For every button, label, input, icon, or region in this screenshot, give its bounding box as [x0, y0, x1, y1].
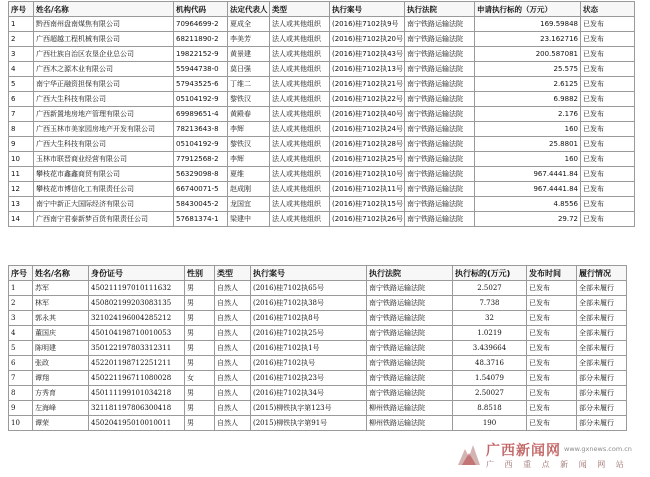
- cell-case-no: (2016)桂7102执10号: [330, 167, 405, 182]
- cell-org-code: 19822152-9: [174, 47, 228, 62]
- table-row: [9, 197, 635, 212]
- cell-court: 南宁铁路运输法院: [367, 341, 453, 356]
- table-row: [9, 77, 635, 92]
- t1-col-status: 状态: [581, 2, 635, 17]
- table-row: [9, 122, 635, 137]
- cell-name: 玉林市联晋商业经营有限公司: [34, 152, 174, 167]
- table-row: [9, 296, 627, 311]
- cell-amount: 2.176: [475, 107, 581, 122]
- t1-col-type: 类型: [270, 2, 330, 17]
- table-row: [9, 182, 635, 197]
- cell-legal-rep: 李美芳: [228, 32, 270, 47]
- cell-status: 已发布: [581, 167, 635, 182]
- cell-name: 左海峰: [33, 401, 89, 416]
- cell-type: 法人或其他组织: [270, 32, 330, 47]
- cell-case-no: (2016)桂7102执25号: [251, 326, 367, 341]
- cell-case-no: (2015)柳铁执字第91号: [251, 416, 367, 431]
- cell-court: 南宁铁路运输法院: [405, 62, 475, 77]
- cell-status: 已发布: [581, 197, 635, 212]
- cell-case-no: (2016)桂7102执13号: [330, 62, 405, 77]
- cell-name: 张政: [33, 356, 89, 371]
- cell-name: 广西超越工程机械有限公司: [34, 32, 174, 47]
- cell-legal-rep: 黎铁汉: [228, 92, 270, 107]
- cell-index: 4: [9, 326, 33, 341]
- cell-amount: 7.738: [453, 296, 527, 311]
- cell-org-code: 77912568-2: [174, 152, 228, 167]
- t1-col-legal-rep: 法定代表人: [228, 2, 270, 17]
- cell-legal-rep: 梁建中: [228, 212, 270, 227]
- cell-amount: 967.4441.84: [475, 167, 581, 182]
- cell-type: 自然人: [215, 356, 251, 371]
- cell-status: 已发布: [581, 77, 635, 92]
- t2-col-case-no: 执行案号: [251, 266, 367, 281]
- table-row: [9, 356, 627, 371]
- cell-court: 南宁铁路运输法院: [405, 32, 475, 47]
- cell-index: 12: [9, 182, 34, 197]
- cell-index: 2: [9, 32, 34, 47]
- cell-court: 南宁铁路运输法院: [405, 47, 475, 62]
- cell-court: 南宁铁路运输法院: [405, 107, 475, 122]
- cell-case-no: (2016)桂7102执15号: [330, 197, 405, 212]
- cell-performance: 部分未履行: [577, 371, 627, 386]
- cell-performance: 全部未履行: [577, 326, 627, 341]
- cell-amount: 1.0219: [453, 326, 527, 341]
- t1-col-org-code: 机构代码: [174, 2, 228, 17]
- cell-amount: 25.575: [475, 62, 581, 77]
- cell-name: 广西南宁君泰新梦百货有限责任公司: [34, 212, 174, 227]
- cell-type: 法人或其他组织: [270, 212, 330, 227]
- cell-amount: 4.8556: [475, 197, 581, 212]
- cell-amount: 23.162716: [475, 32, 581, 47]
- cell-status: 已发布: [581, 182, 635, 197]
- cell-case-no: (2016)桂7102执24号: [330, 122, 405, 137]
- cell-status: 已发布: [581, 32, 635, 47]
- cell-name: 攀枝花市博信化工有限责任公司: [34, 182, 174, 197]
- table-row: [9, 92, 635, 107]
- cell-case-no: (2016)桂7102执28号: [330, 137, 405, 152]
- gxnews-logo-icon: [456, 441, 482, 467]
- cell-index: 9: [9, 137, 34, 152]
- table-row: [9, 167, 635, 182]
- cell-performance: 全部未履行: [577, 341, 627, 356]
- cell-org-code: 56329098-8: [174, 167, 228, 182]
- cell-amount: 2.5027: [453, 281, 527, 296]
- cell-name: 广西大生科技有限公司: [34, 92, 174, 107]
- cell-legal-rep: 李辉: [228, 122, 270, 137]
- cell-court: 南宁铁路运输法院: [367, 356, 453, 371]
- cell-type: 法人或其他组织: [270, 182, 330, 197]
- cell-case-no: (2016)桂7102执20号: [330, 32, 405, 47]
- cell-status: 已发布: [581, 107, 635, 122]
- table-row: [9, 32, 635, 47]
- cell-publish: 已发布: [527, 401, 577, 416]
- cell-id-number: 450111199101034218: [89, 386, 185, 401]
- cell-amount: 1.54079: [453, 371, 527, 386]
- cell-status: 已发布: [581, 92, 635, 107]
- cell-type: 法人或其他组织: [270, 92, 330, 107]
- cell-publish: 已发布: [527, 281, 577, 296]
- cell-case-no: (2016)桂7102执号: [251, 356, 367, 371]
- cell-index: 8: [9, 122, 34, 137]
- cell-index: 3: [9, 47, 34, 62]
- cell-court: 南宁铁路运输法院: [405, 212, 475, 227]
- table-row: [9, 17, 635, 32]
- cell-type: 法人或其他组织: [270, 152, 330, 167]
- cell-name: 陈明建: [33, 341, 89, 356]
- t2-col-performance: 履行情况: [577, 266, 627, 281]
- t1-col-name: 姓名/名称: [34, 2, 174, 17]
- cell-name: 董国庆: [33, 326, 89, 341]
- cell-index: 5: [9, 77, 34, 92]
- cell-id-number: 450104198710010053: [89, 326, 185, 341]
- table-row: [9, 212, 635, 227]
- t2-col-publish: 发布时间: [527, 266, 577, 281]
- cell-legal-rep: 龙国宜: [228, 197, 270, 212]
- cell-legal-rep: 黄景建: [228, 47, 270, 62]
- cell-case-no: (2016)桂7102执38号: [251, 296, 367, 311]
- cell-index: 13: [9, 197, 34, 212]
- cell-amount: 2.6125: [475, 77, 581, 92]
- t2-col-id-number: 身份证号: [89, 266, 185, 281]
- cell-gender: 男: [185, 356, 215, 371]
- cell-type: 自然人: [215, 326, 251, 341]
- cell-case-no: (2016)桂7102执1号: [251, 341, 367, 356]
- cell-court: 南宁铁路运输法院: [367, 296, 453, 311]
- cell-court: 南宁铁路运输法院: [405, 92, 475, 107]
- cell-type: 自然人: [215, 341, 251, 356]
- table-row: [9, 401, 627, 416]
- cell-status: 已发布: [581, 47, 635, 62]
- cell-org-code: 69989651-4: [174, 107, 228, 122]
- cell-publish: 已发布: [527, 296, 577, 311]
- cell-amount: 25.8801: [475, 137, 581, 152]
- cell-gender: 男: [185, 311, 215, 326]
- cell-court: 柳州铁路运输法院: [367, 416, 453, 431]
- cell-performance: 全部未履行: [577, 356, 627, 371]
- cell-amount: 8.8518: [453, 401, 527, 416]
- cell-index: 9: [9, 401, 33, 416]
- cell-org-code: 78213643-8: [174, 122, 228, 137]
- cell-type: 法人或其他组织: [270, 77, 330, 92]
- cell-case-no: (2016)桂7102执34号: [251, 386, 367, 401]
- cell-type: 法人或其他组织: [270, 197, 330, 212]
- cell-publish: 已发布: [527, 371, 577, 386]
- table-row: [9, 107, 635, 122]
- cell-performance: 全部未履行: [577, 281, 627, 296]
- table-row: [9, 47, 635, 62]
- cell-org-code: 70964699-2: [174, 17, 228, 32]
- cell-index: 3: [9, 311, 33, 326]
- cell-publish: 已发布: [527, 356, 577, 371]
- cell-name: 广西壮族自治区农垦企业总公司: [34, 47, 174, 62]
- cell-org-code: 58430045-2: [174, 197, 228, 212]
- enterprise-dishonest-table: [8, 1, 635, 227]
- cell-legal-rep: 李辉: [228, 152, 270, 167]
- cell-court: 南宁铁路运输法院: [405, 17, 475, 32]
- table2-header-row: [9, 266, 627, 281]
- cell-id-number: 321024196004285212: [89, 311, 185, 326]
- cell-legal-rep: 夏维: [228, 167, 270, 182]
- cell-org-code: 66740071-5: [174, 182, 228, 197]
- cell-amount: 160: [475, 122, 581, 137]
- cell-status: 已发布: [581, 152, 635, 167]
- table-row: [9, 311, 627, 326]
- cell-court: 南宁铁路运输法院: [367, 281, 453, 296]
- cell-index: 10: [9, 152, 34, 167]
- cell-court: 南宁铁路运输法院: [367, 371, 453, 386]
- cell-name: 广西新置地房地产管理有限公司: [34, 107, 174, 122]
- cell-type: 法人或其他组织: [270, 122, 330, 137]
- cell-name: 林军: [33, 296, 89, 311]
- cell-court: 南宁铁路运输法院: [405, 122, 475, 137]
- cell-status: 已发布: [581, 212, 635, 227]
- cell-legal-rep: 赵成刚: [228, 182, 270, 197]
- cell-name: 南宁中新正大国际经济有限公司: [34, 197, 174, 212]
- cell-index: 14: [9, 212, 34, 227]
- t1-col-court: 执行法院: [405, 2, 475, 17]
- cell-amount: 169.59848: [475, 17, 581, 32]
- cell-type: 自然人: [215, 416, 251, 431]
- cell-legal-rep: 莫日强: [228, 62, 270, 77]
- cell-legal-rep: 夏成全: [228, 17, 270, 32]
- cell-id-number: 321181197806300418: [89, 401, 185, 416]
- cell-index: 5: [9, 341, 33, 356]
- cell-index: 1: [9, 281, 33, 296]
- cell-name: 郭永其: [33, 311, 89, 326]
- watermark-subtitle: 广 西 重 点 新 闻 网 站: [486, 460, 628, 469]
- table-row: [9, 326, 627, 341]
- cell-type: 自然人: [215, 296, 251, 311]
- cell-name: 谭翔: [33, 371, 89, 386]
- cell-amount: 160: [475, 152, 581, 167]
- cell-status: 已发布: [581, 62, 635, 77]
- cell-gender: 男: [185, 296, 215, 311]
- cell-index: 4: [9, 62, 34, 77]
- t1-col-amount: 申请执行标的（万元）: [475, 2, 581, 17]
- cell-performance: 部分未履行: [577, 386, 627, 401]
- cell-performance: 全部未履行: [577, 296, 627, 311]
- cell-index: 6: [9, 92, 34, 107]
- t2-col-court: 执行法院: [367, 266, 453, 281]
- cell-type: 法人或其他组织: [270, 137, 330, 152]
- cell-court: 南宁铁路运输法院: [405, 152, 475, 167]
- cell-case-no: (2016)桂7102执43号: [330, 47, 405, 62]
- t2-col-gender: 性别: [185, 266, 215, 281]
- cell-id-number: 452201198712251211: [89, 356, 185, 371]
- cell-court: 南宁铁路运输法院: [367, 311, 453, 326]
- cell-publish: 已发布: [527, 326, 577, 341]
- cell-case-no: (2016)桂7102执8号: [251, 311, 367, 326]
- cell-court: 南宁铁路运输法院: [405, 167, 475, 182]
- cell-amount: 29.72: [475, 212, 581, 227]
- cell-performance: 部分未履行: [577, 401, 627, 416]
- table-row: [9, 152, 635, 167]
- cell-publish: 已发布: [527, 416, 577, 431]
- cell-legal-rep: 黎铁汉: [228, 137, 270, 152]
- cell-index: 1: [9, 17, 34, 32]
- cell-name: 方秀育: [33, 386, 89, 401]
- cell-performance: 部分未履行: [577, 416, 627, 431]
- cell-gender: 男: [185, 386, 215, 401]
- t1-col-case-no: 执行案号: [330, 2, 405, 17]
- cell-index: 8: [9, 386, 33, 401]
- cell-case-no: (2016)桂7102执26号: [330, 212, 405, 227]
- cell-type: 自然人: [215, 281, 251, 296]
- cell-amount: 967.4441.84: [475, 182, 581, 197]
- table-row: [9, 281, 627, 296]
- cell-id-number: 450221196711080028: [89, 371, 185, 386]
- t1-col-index: 序号: [9, 2, 34, 17]
- cell-name: 广西木之源木业有限公司: [34, 62, 174, 77]
- cell-index: 10: [9, 416, 33, 431]
- cell-type: 法人或其他组织: [270, 62, 330, 77]
- cell-type: 自然人: [215, 401, 251, 416]
- cell-org-code: 55944738-0: [174, 62, 228, 77]
- cell-amount: 190: [453, 416, 527, 431]
- cell-index: 2: [9, 296, 33, 311]
- cell-status: 已发布: [581, 122, 635, 137]
- cell-case-no: (2016)桂7102执9号: [330, 17, 405, 32]
- cell-legal-rep: 黄殿春: [228, 107, 270, 122]
- table-row: [9, 62, 635, 77]
- table-row: [9, 416, 627, 431]
- cell-id-number: 450802199203083135: [89, 296, 185, 311]
- cell-gender: 男: [185, 326, 215, 341]
- sheet-gap: [0, 248, 650, 264]
- cell-name: 黔西南州盘南煤焦有限公司: [34, 17, 174, 32]
- gxnews-watermark: [456, 439, 646, 473]
- cell-legal-rep: 丁维二: [228, 77, 270, 92]
- t2-col-type: 类型: [215, 266, 251, 281]
- cell-type: 自然人: [215, 311, 251, 326]
- cell-status: 已发布: [581, 17, 635, 32]
- cell-court: 南宁铁路运输法院: [367, 326, 453, 341]
- cell-org-code: 05104192-9: [174, 137, 228, 152]
- cell-id-number: 350122197803312311: [89, 341, 185, 356]
- cell-case-no: (2016)桂7102执22号: [330, 92, 405, 107]
- cell-gender: 男: [185, 281, 215, 296]
- cell-type: 法人或其他组织: [270, 167, 330, 182]
- cell-amount: 200.587081: [475, 47, 581, 62]
- t2-col-index: 序号: [9, 266, 33, 281]
- individual-dishonest-table: [8, 265, 627, 431]
- cell-name: 攀枝花市鑫鑫商贸有限公司: [34, 167, 174, 182]
- cell-court: 柳州铁路运输法院: [367, 401, 453, 416]
- cell-org-code: 05104192-9: [174, 92, 228, 107]
- t2-col-name: 姓名/名称: [33, 266, 89, 281]
- cell-case-no: (2016)桂7102执40号: [330, 107, 405, 122]
- cell-gender: 男: [185, 401, 215, 416]
- table-row: [9, 386, 627, 401]
- cell-name: 南宁华正融资担保有限公司: [34, 77, 174, 92]
- cell-case-no: (2016)桂7102执11号: [330, 182, 405, 197]
- cell-court: 南宁铁路运输法院: [405, 197, 475, 212]
- cell-amount: 6.9882: [475, 92, 581, 107]
- cell-amount: 2.50027: [453, 386, 527, 401]
- cell-publish: 已发布: [527, 341, 577, 356]
- cell-id-number: 450211197010111632: [89, 281, 185, 296]
- cell-name: 谭荣: [33, 416, 89, 431]
- cell-case-no: (2015)柳铁执字第123号: [251, 401, 367, 416]
- cell-amount: 32: [453, 311, 527, 326]
- cell-id-number: 450204195010010011: [89, 416, 185, 431]
- table-row: [9, 371, 627, 386]
- cell-gender: 男: [185, 416, 215, 431]
- cell-type: 法人或其他组织: [270, 47, 330, 62]
- cell-org-code: 57943525-6: [174, 77, 228, 92]
- cell-publish: 已发布: [527, 386, 577, 401]
- table-row: [9, 137, 635, 152]
- cell-index: 7: [9, 107, 34, 122]
- watermark-domain: www.gxnews.com.cn: [564, 445, 632, 453]
- cell-index: 7: [9, 371, 33, 386]
- cell-type: 法人或其他组织: [270, 107, 330, 122]
- cell-amount: 3.439664: [453, 341, 527, 356]
- cell-amount: 48.3716: [453, 356, 527, 371]
- cell-org-code: 68211890-2: [174, 32, 228, 47]
- cell-case-no: (2016)桂7102执21号: [330, 77, 405, 92]
- cell-index: 6: [9, 356, 33, 371]
- cell-name: 苏军: [33, 281, 89, 296]
- cell-publish: 已发布: [527, 311, 577, 326]
- cell-case-no: (2016)桂7102执65号: [251, 281, 367, 296]
- cell-court: 南宁铁路运输法院: [367, 386, 453, 401]
- cell-performance: 全部未履行: [577, 311, 627, 326]
- cell-type: 自然人: [215, 386, 251, 401]
- cell-case-no: (2016)桂7102执25号: [330, 152, 405, 167]
- cell-court: 南宁铁路运输法院: [405, 182, 475, 197]
- cell-case-no: (2016)桂7102执23号: [251, 371, 367, 386]
- cell-status: 已发布: [581, 137, 635, 152]
- cell-index: 11: [9, 167, 34, 182]
- cell-gender: 女: [185, 371, 215, 386]
- cell-type: 自然人: [215, 371, 251, 386]
- table1-header-row: [9, 2, 635, 17]
- t2-col-amount: 执行标的(万元): [453, 266, 527, 281]
- cell-org-code: 57681374-1: [174, 212, 228, 227]
- watermark-title: 广西新闻网: [486, 443, 561, 459]
- cell-name: 广西玉林市美家园房地产开发有限公司: [34, 122, 174, 137]
- cell-court: 南宁铁路运输法院: [405, 137, 475, 152]
- cell-court: 南宁铁路运输法院: [405, 77, 475, 92]
- cell-type: 法人或其他组织: [270, 17, 330, 32]
- table-row: [9, 341, 627, 356]
- cell-name: 广西大生科技有限公司: [34, 137, 174, 152]
- cell-gender: 男: [185, 341, 215, 356]
